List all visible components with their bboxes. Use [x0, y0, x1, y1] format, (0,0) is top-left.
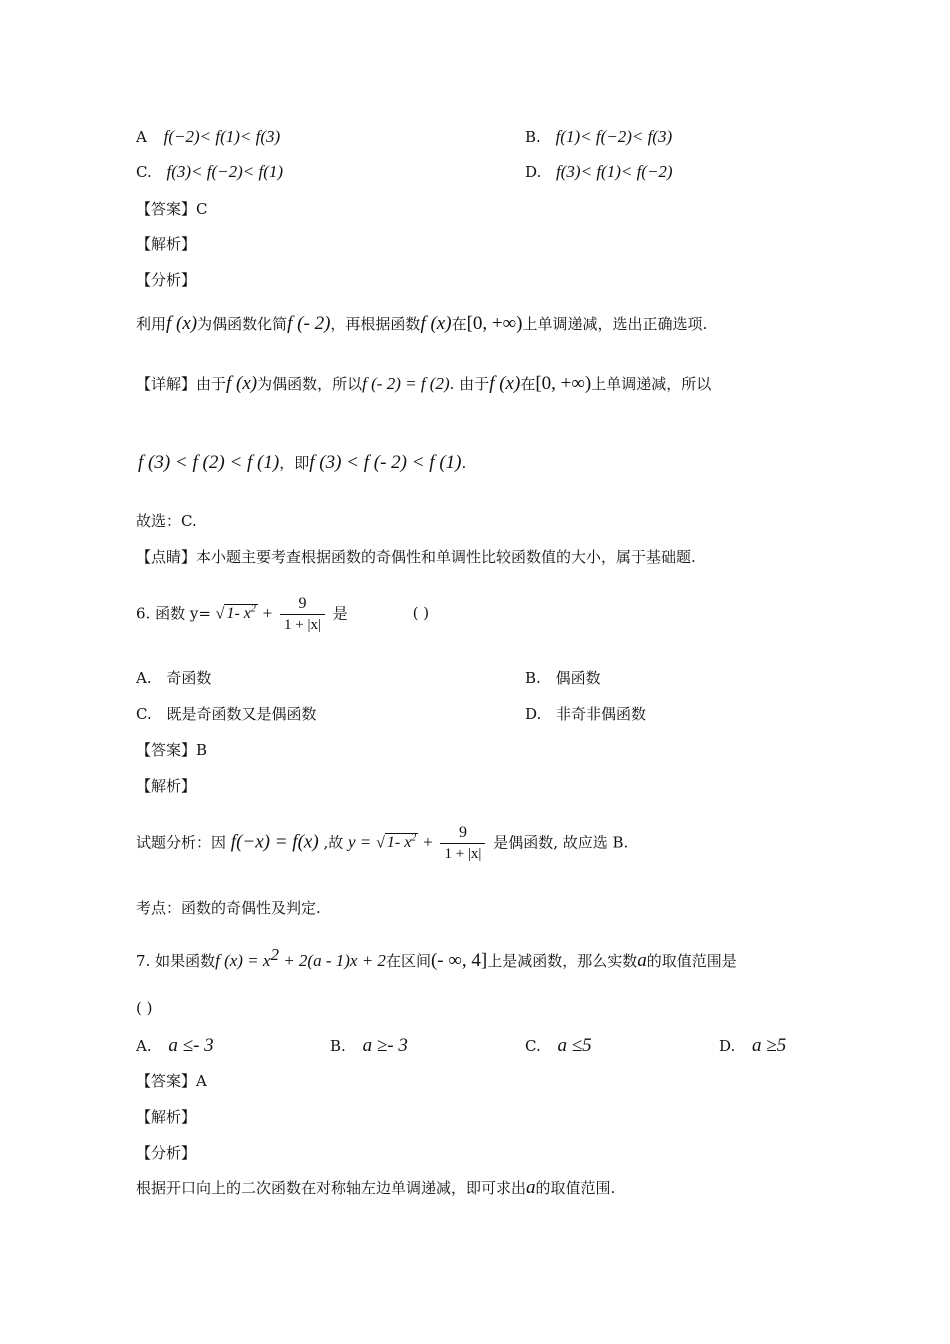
math-fx: f (x): [226, 373, 258, 394]
option-expr: f(−2)< f(1)< f(3): [163, 127, 281, 146]
fraction-numerator: 9: [280, 594, 325, 615]
math-fraction: [280, 594, 325, 635]
q6-analysis-heading: 【解析】: [136, 777, 197, 795]
text-segment: 利用: [136, 315, 167, 333]
sqrt-symbol: √: [215, 605, 225, 623]
q5-fenxi-heading: 【分析】: [136, 271, 197, 289]
option-expr: a ≥- 3: [362, 1035, 408, 1056]
text-segment: ,故: [323, 833, 344, 852]
option-label: B.: [330, 1037, 346, 1055]
text-segment: 在: [520, 375, 536, 393]
q6-option-d: [525, 704, 646, 724]
q6-stem: [136, 588, 429, 632]
text-segment: 试题分析：因: [136, 833, 227, 852]
math-interval: [0, +∞): [466, 313, 523, 334]
text-segment: 上是减函数，那么实数: [487, 952, 638, 970]
option-label: A.: [136, 669, 152, 687]
text-segment: .: [461, 454, 467, 472]
q7-stem: [136, 943, 737, 971]
math-even-identity: f (- 2) = f (2): [362, 374, 450, 393]
math-even-condition: f(−x) = f(x): [230, 831, 319, 853]
q7-paren: ( ): [136, 999, 153, 1017]
math-plus: +: [423, 832, 433, 852]
text-segment: 为偶函数化简: [197, 315, 288, 333]
option-expr: a ≤- 3: [168, 1035, 214, 1056]
q6-solution: [136, 814, 628, 864]
q6-option-b: [525, 668, 601, 688]
q7-option-d: [719, 1036, 786, 1056]
option-expr: a ≤5: [557, 1035, 592, 1056]
sqrt-symbol: √: [376, 834, 385, 852]
q7-answer: 【答案】A: [136, 1072, 207, 1090]
sqrt-body: 1- x: [386, 834, 412, 852]
math-f-neg2: f (- 2): [287, 313, 331, 334]
math-var-a: a: [526, 1177, 536, 1198]
text-segment: ，再根据函数: [330, 315, 421, 333]
text-segment: 是偶函数, 故应选 B.: [493, 833, 629, 852]
q5-analysis-heading: 【解析】: [136, 235, 197, 253]
question-prefix: 7. 如果函数: [136, 952, 216, 970]
fraction-denominator: 1 + |x|: [444, 845, 482, 862]
q7-option-c: [525, 1036, 592, 1056]
q6-answer: 【答案】B: [136, 741, 208, 759]
option-label: D.: [719, 1037, 736, 1055]
text-segment: . 由于: [449, 375, 490, 393]
option-label: A.: [136, 1037, 152, 1055]
q7-option-b: [330, 1036, 408, 1056]
option-label: B.: [525, 128, 541, 146]
option-label: C.: [136, 163, 152, 181]
option-label: C.: [136, 705, 152, 723]
option-label: A: [136, 128, 147, 146]
math-sqrt: [376, 833, 418, 851]
q5-option-c: [136, 162, 283, 182]
math-plus: +: [262, 603, 273, 623]
q5-comment: 【点睛】本小题主要考查根据函数的奇偶性和单调性比较函数值的大小，属于基础题.: [136, 548, 696, 566]
math-fx: f (x): [166, 313, 198, 334]
math-fx: f (x): [489, 373, 521, 394]
option-label: D.: [525, 705, 542, 723]
math-fraction: [440, 823, 485, 864]
option-label: B.: [525, 669, 541, 687]
math-exponent: 2: [270, 945, 279, 964]
q5-inequality-line: [138, 453, 466, 473]
math-inequality-1: f (3) < f (2) < f (1): [138, 452, 280, 473]
q7-analysis-heading: 【解析】: [136, 1108, 197, 1126]
sqrt-exponent: 2: [250, 604, 256, 615]
q7-fenxi-text: [136, 1178, 615, 1198]
text-segment: 在区间: [385, 952, 431, 970]
option-text: 既是奇函数又是偶函数: [166, 705, 317, 723]
math-fx-def: f (x) = x: [215, 951, 271, 970]
math-sqrt: [216, 604, 258, 622]
option-expr: a ≥5: [752, 1035, 787, 1056]
q5-option-b: [525, 127, 672, 147]
option-text: 奇函数: [166, 669, 212, 687]
q5-option-a: [136, 127, 280, 147]
text-segment: 根据开口向上的二次函数在对称轴左边单调递减，即可求出: [136, 1179, 527, 1197]
sqrt-exponent: 2: [411, 833, 417, 844]
text-segment: ，即: [279, 454, 310, 472]
q6-kaodian: 考点：函数的奇偶性及判定.: [136, 899, 321, 917]
math-fx-rest: + 2(a - 1)x + 2: [278, 951, 386, 970]
q6-option-c: [136, 704, 317, 724]
option-text: 非奇非偶函数: [556, 705, 647, 723]
math-var-a: a: [637, 950, 647, 971]
option-expr: f(1)< f(−2)< f(3): [555, 127, 673, 146]
q5-fenxi-text: [136, 314, 707, 334]
option-label: D.: [525, 163, 542, 181]
text-segment: 的取值范围是: [646, 952, 737, 970]
q7-fenxi-heading: 【分析】: [136, 1144, 197, 1162]
q5-answer: 【答案】C: [136, 200, 208, 218]
text-segment: 是: [332, 604, 348, 623]
q5-detail-text: [136, 374, 711, 394]
fraction-numerator: 9: [440, 823, 485, 844]
question-prefix: 6. 函数 y=: [136, 604, 211, 623]
option-text: 偶函数: [555, 669, 601, 687]
math-y-equals: y =: [348, 832, 372, 852]
option-label: C.: [525, 1037, 541, 1055]
fraction-denominator: 1 + |x|: [284, 616, 322, 633]
q6-option-a: [136, 668, 211, 688]
math-fx: f (x): [420, 313, 452, 334]
sqrt-body: 1- x: [226, 605, 251, 623]
text-segment: 为偶函数，所以: [257, 375, 363, 393]
option-expr: f(3)< f(−2)< f(1): [166, 162, 284, 181]
text-segment: 上单调递减，所以: [591, 375, 712, 393]
text-segment: 【详解】由于: [136, 375, 227, 393]
q5-choice: 故选：C.: [136, 512, 197, 530]
answer-blank: ( ): [412, 604, 430, 623]
option-expr: f(3)< f(1)< f(−2): [556, 162, 673, 181]
math-interval: [0, +∞): [535, 373, 592, 394]
q7-option-a: [136, 1036, 214, 1056]
text-segment: 在: [451, 315, 467, 333]
text-segment: 上单调递减，选出正确选项.: [522, 315, 708, 333]
q5-option-d: [525, 162, 673, 182]
text-segment: 的取值范围.: [535, 1179, 616, 1197]
math-interval: (- ∞, 4]: [430, 950, 488, 971]
math-inequality-2: f (3) < f (- 2) < f (1): [309, 452, 462, 473]
